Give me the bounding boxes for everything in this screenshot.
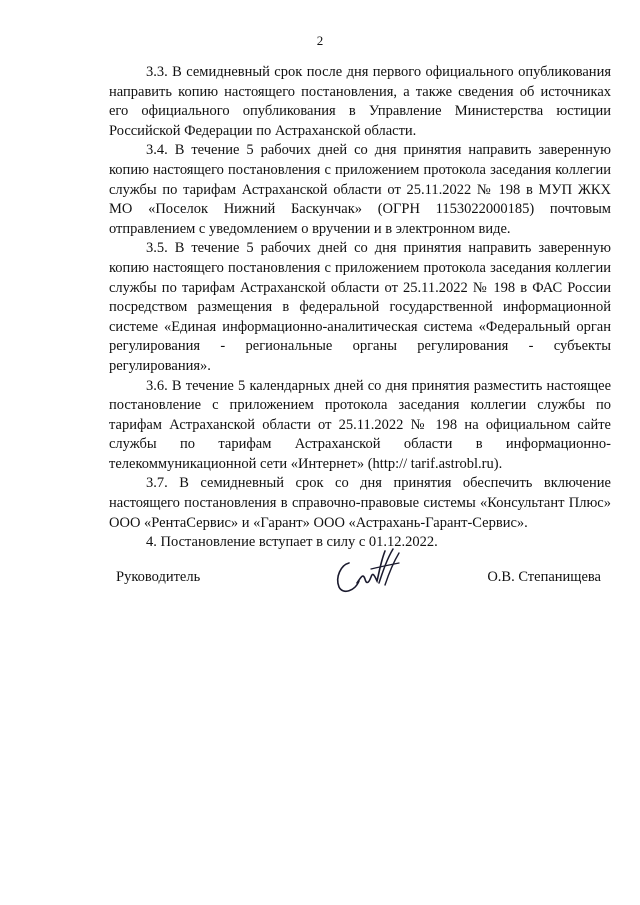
signer-name: О.В. Степанищева [487,569,601,585]
signature-block [109,543,611,603]
handwritten-signature [327,543,407,599]
paragraph-4: 4. Постановление вступает в силу с 01.12.2022. [146,534,438,551]
paragraph-3-5: 3.5. В течение 5 рабочих дней со дня принятия направить заверенную копию настоящего постановления с приложением протокола заседания коллегии службы по тарифам Астраханской области от 25.11.2022 № 198 в ФАС России посредством размещения в федеральной государственной информационной системе «Единая информационно-аналитическая система «Федеральный орган регулирования - региональные органы регулирования - субъекты регулирования». [109,240,611,374]
signer-title: Руководитель [116,569,201,585]
page-number: 2 [316,33,324,48]
paragraph-3-3: 3.3. В семидневный срок после дня первого официального опубликования направить копию настоящего постановления, а также сведения об источниках его официального опубликования в Управление Министерства юстиции Российской Федерации по Астраханской области. [109,64,611,139]
paragraph-3-6: 3.6. В течение 5 календарных дней со дня принятия разместить настоящее постановление с приложением протокола заседания коллегии службы по тарифам Астраханской области от 25.11.2022 № 198 на официальном сайте службы по тарифам Астраханской области в информационно-телекоммуникационной сети «Интернет» (http:// tarif.astrobl.ru). [109,377,611,472]
paragraph-3-4: 3.4. В течение 5 рабочих дней со дня принятия направить заверенную копию настоящего постановления с приложением протокола заседания коллегии службы по тарифам Астраханской области от 25.11.2022 № 198 в МУП ЖКХ МО «Поселок Нижний Баскунчак» (ОГРН 1153022000185) почтовым отправлением с уведомлением о вручении и в электронном виде. [109,142,611,237]
paragraph-3-7: 3.7. В семидневный срок со дня принятия обеспечить включение настоящего постановления в справочно-правовые системы «Консультант Плюс» ООО «РентаСервис» и «Гарант» ООО «Астрахань-Гарант-Сервис». [109,475,611,531]
document-body [109,63,611,553]
